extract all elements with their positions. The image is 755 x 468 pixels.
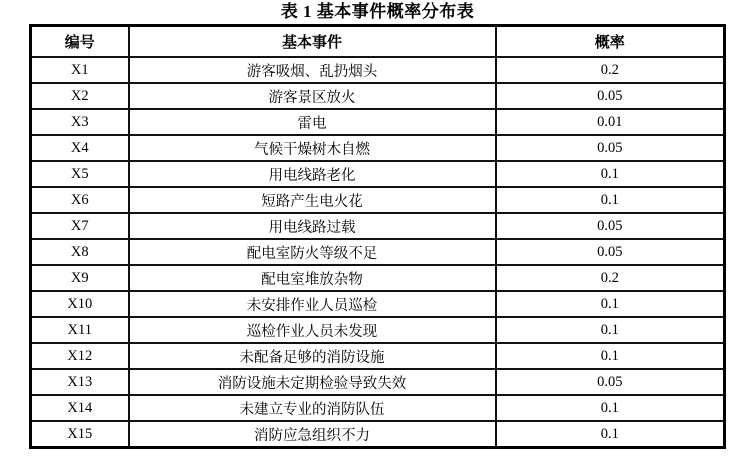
cell-probability: 0.2: [496, 265, 725, 291]
table-row: [31, 135, 725, 161]
cell-id: X10: [31, 291, 129, 317]
table-row: [31, 265, 725, 291]
cell-probability: 0.05: [496, 83, 725, 109]
cell-event: 配电室堆放杂物: [129, 265, 496, 291]
cell-probability: 0.2: [496, 57, 725, 83]
cell-event: 游客吸烟、乱扔烟头: [129, 57, 496, 83]
cell-id: X2: [31, 83, 129, 109]
table-row: [31, 187, 725, 213]
cell-id: X7: [31, 213, 129, 239]
cell-id: X4: [31, 135, 129, 161]
cell-id: X3: [31, 109, 129, 135]
table-body: [31, 57, 725, 448]
cell-probability: 0.1: [496, 343, 725, 369]
cell-id: X14: [31, 395, 129, 421]
cell-probability: 0.1: [496, 291, 725, 317]
cell-id: X12: [31, 343, 129, 369]
cell-event: 未建立专业的消防队伍: [129, 395, 496, 421]
cell-event: 游客景区放火: [129, 83, 496, 109]
probability-table: [29, 24, 726, 449]
table-row: [31, 421, 725, 448]
table-row: [31, 239, 725, 265]
cell-event: 用电线路老化: [129, 161, 496, 187]
table-row: [31, 213, 725, 239]
table-row: [31, 57, 725, 83]
cell-id: X15: [31, 421, 129, 448]
table-row: [31, 83, 725, 109]
table-row: [31, 109, 725, 135]
cell-event: 未安排作业人员巡检: [129, 291, 496, 317]
table-row: [31, 395, 725, 421]
cell-event: 消防应急组织不力: [129, 421, 496, 448]
column-header-event: 基本事件: [129, 26, 496, 58]
cell-probability: 0.05: [496, 135, 725, 161]
cell-probability: 0.1: [496, 421, 725, 448]
cell-event: 巡检作业人员未发现: [129, 317, 496, 343]
table-row: [31, 317, 725, 343]
cell-probability: 0.1: [496, 395, 725, 421]
column-header-id: 编号: [31, 26, 129, 58]
cell-probability: 0.1: [496, 161, 725, 187]
table-row: [31, 161, 725, 187]
cell-id: X6: [31, 187, 129, 213]
cell-id: X8: [31, 239, 129, 265]
cell-event: 雷电: [129, 109, 496, 135]
column-header-probability: 概率: [496, 26, 725, 58]
cell-event: 未配备足够的消防设施: [129, 343, 496, 369]
cell-event: 用电线路过载: [129, 213, 496, 239]
cell-probability: 0.05: [496, 369, 725, 395]
cell-id: X13: [31, 369, 129, 395]
cell-event: 消防设施未定期检验导致失效: [129, 369, 496, 395]
cell-probability: 0.05: [496, 239, 725, 265]
table-row: [31, 291, 725, 317]
cell-probability: 0.01: [496, 109, 725, 135]
table-row: [31, 369, 725, 395]
header-row: [31, 26, 725, 58]
cell-event: 短路产生电火花: [129, 187, 496, 213]
table-row: [31, 343, 725, 369]
cell-event: 气候干燥树木自燃: [129, 135, 496, 161]
cell-probability: 0.05: [496, 213, 725, 239]
table-header: [31, 26, 725, 58]
cell-id: X9: [31, 265, 129, 291]
cell-id: X11: [31, 317, 129, 343]
cell-probability: 0.1: [496, 317, 725, 343]
table-title: 表 1 基本事件概率分布表: [280, 2, 475, 21]
cell-probability: 0.1: [496, 187, 725, 213]
cell-id: X5: [31, 161, 129, 187]
document-page: [0, 2, 755, 449]
cell-id: X1: [31, 57, 129, 83]
cell-event: 配电室防火等级不足: [129, 239, 496, 265]
